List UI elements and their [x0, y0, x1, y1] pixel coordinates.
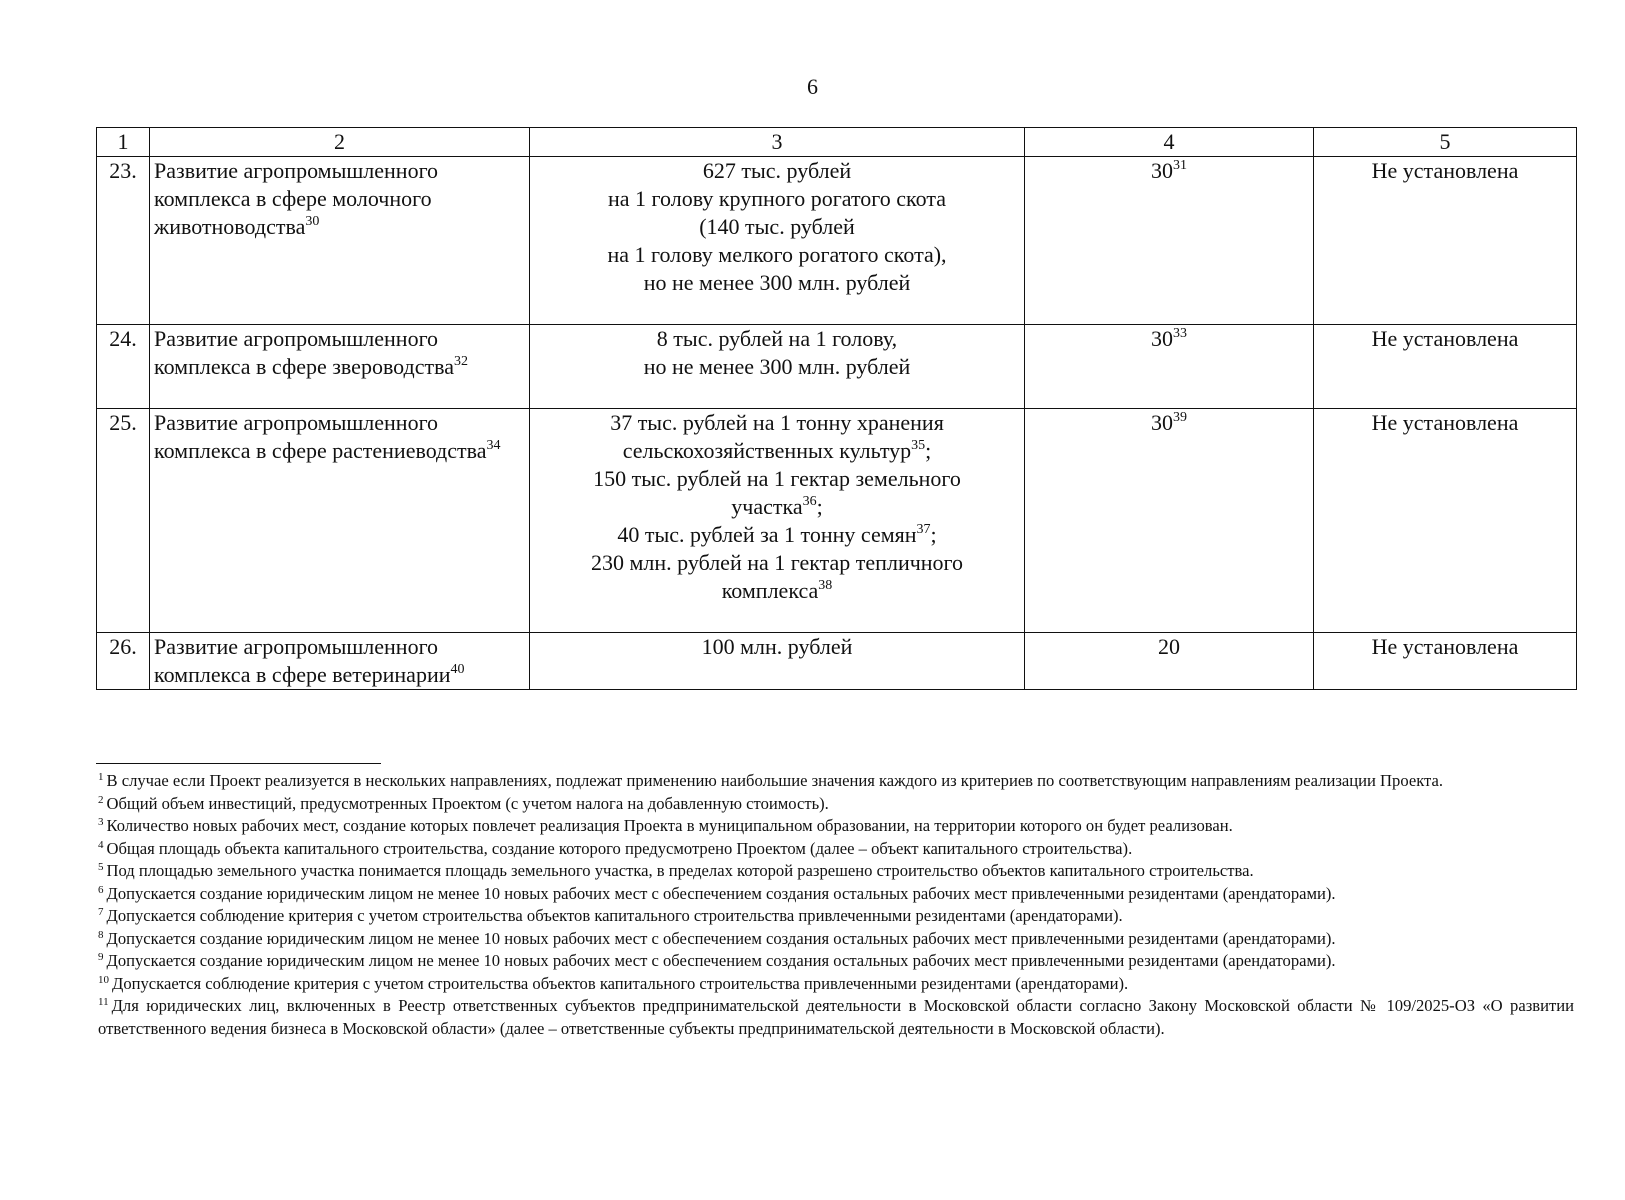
investment-line: но не менее 300 млн. рублей [643, 270, 911, 295]
footnote-ref: 39 [1173, 410, 1187, 425]
jobs-cell: $30^{39}$ [1025, 409, 1314, 633]
investment-cell [530, 633, 1025, 690]
table-row [97, 325, 1577, 409]
footnote-ref: 30 [305, 214, 320, 229]
footnote: $^1$ В случае если Проект реализуется в нескольких направлениях, подлежат применению наибольшие значения каждого из критериев по соответствующим направлениям реализации Проекта. [98, 771, 1444, 790]
investment-line: сельскохозяйственных культур$^{35}$; [622, 438, 932, 463]
investment-line: но не менее 300 млн. рублей [643, 354, 911, 379]
footnote-number: 9 [98, 951, 104, 963]
footnote-number: 1 [98, 771, 104, 783]
row-number: 23. [97, 157, 150, 325]
footnote-number: 11 [98, 996, 109, 1008]
investment-line: 40 тыс. рублей за 1 тонну семян$^{37}$; [617, 522, 937, 547]
footnote-ref: 40 [450, 662, 465, 677]
footnote-ref: 36 [802, 494, 817, 509]
investment-line: на 1 голову мелкого рогатого скота), [607, 242, 947, 267]
jobs-cell: $30^{31}$ [1025, 157, 1314, 325]
investment-line: 37 тыс. рублей на 1 тонну хранения [610, 410, 944, 435]
footnote-separator [96, 763, 381, 764]
table-row [97, 157, 1577, 325]
header-col-4: 4 [1025, 128, 1314, 157]
investment-cell [530, 157, 1025, 325]
table-row [97, 633, 1577, 690]
footnote: $^8$ Допускается создание юридическим лицом не менее 10 новых рабочих мест с обеспечением создания остальных рабочих мест привлеченными резидентами (арендаторами). [98, 928, 1336, 948]
investment-cell [530, 325, 1025, 409]
investment-line: комплекса$^{38}$ [721, 578, 833, 603]
jobs-cell: $30^{33}$ [1025, 325, 1314, 409]
footnote-ref: 37 [916, 522, 931, 537]
jobs-cell: 20 [1025, 633, 1314, 690]
footnote-number: 3 [98, 816, 104, 828]
footnote-number: 8 [98, 928, 104, 941]
footnote-number: 7 [98, 906, 104, 918]
header-col-3: 3 [530, 128, 1025, 157]
footnotes [98, 770, 1574, 1040]
investment-line: 150 тыс. рублей на 1 гектар земельного [593, 466, 961, 491]
footnote-ref: 32 [454, 354, 468, 369]
page-number: 6 [807, 74, 818, 99]
footnote: $^{11}$ Для юридических лиц, включенных в Реестр ответственных субъектов предпринимательской деятельности в Московской области согласно Закону Московской области № 109/2025-ОЗ «О развитии ответственного ведения бизнеса в Московской области» (далее – ответственные субъекты предпринимательской деятельности в Московской области). [98, 996, 1574, 1038]
direction-name: Развитие агропромышленного комплекса в сфере звероводства$^{32}$ [150, 325, 530, 409]
area-cell: Не установлена [1314, 157, 1577, 325]
header-col-2: 2 [150, 128, 530, 157]
footnote-number: 10 [98, 973, 109, 986]
investment-cell [530, 409, 1025, 633]
investment-line: (140 тыс. рублей [699, 214, 855, 239]
investment-line: участка$^{36}$; [731, 494, 823, 519]
investment-line: 100 млн. рублей [701, 634, 853, 659]
direction-name: Развитие агропромышленного комплекса в сфере ветеринарии$^{40}$ [150, 633, 530, 690]
area-cell: Не установлена [1314, 325, 1577, 409]
footnote-number: 6 [98, 883, 104, 896]
footnote: $^2$ Общий объем инвестиций, предусмотренных Проектом (с учетом налога на добавленную стоимость). [98, 793, 829, 813]
header-col-1: 1 [97, 128, 150, 157]
footnote: $^6$ Допускается создание юридическим лицом не менее 10 новых рабочих мест с обеспечением создания остальных рабочих мест привлеченными резидентами (арендаторами). [98, 883, 1336, 903]
footnote-number: 4 [98, 838, 104, 851]
investment-line: на 1 голову крупного рогатого скота [608, 186, 946, 211]
footnote-number: 5 [98, 861, 104, 873]
header-col-5: 5 [1314, 128, 1577, 157]
footnote: $^4$ Общая площадь объекта капитального строительства, создание которого предусмотрено Проектом (далее – объект капитального строительства). [98, 838, 1133, 858]
investment-line: 230 млн. рублей на 1 гектар тепличного [590, 550, 964, 575]
footnote-number: 2 [98, 793, 104, 806]
area-cell: Не установлена [1314, 409, 1577, 633]
footnote: $^9$ Допускается создание юридическим лицом не менее 10 новых рабочих мест с обеспечением создания остальных рабочих мест привлеченными резидентами (арендаторами). [98, 951, 1336, 970]
footnote-ref: 34 [486, 438, 501, 453]
footnote-ref: 33 [1173, 326, 1187, 341]
footnote: $^{10}$ Допускается соблюдение критерия с учетом строительства объектов капитального строительства привлеченными резидентами (арендаторами). [98, 973, 1129, 993]
row-number: 25. [97, 409, 150, 633]
table-row [97, 409, 1577, 633]
area-cell: Не установлена [1314, 633, 1577, 690]
footnote-ref: 35 [911, 438, 926, 453]
direction-name: Развитие агропромышленного комплекса в сфере растениеводства$^{34}$ [150, 409, 530, 633]
investment-line: 8 тыс. рублей на 1 голову, [656, 326, 898, 351]
footnote-ref: 38 [818, 578, 833, 593]
row-number: 24. [97, 325, 150, 409]
footnote-ref: 31 [1173, 158, 1187, 173]
row-number: 26. [97, 633, 150, 690]
footnote: $^3$ Количество новых рабочих мест, создание которых повлечет реализация Проекта в муниципальном образовании, на территории которого он будет реализован. [98, 816, 1233, 835]
direction-name: Развитие агропромышленного комплекса в сфере молочного животноводства$^{30}$ [150, 157, 530, 325]
investment-line: 627 тыс. рублей [702, 158, 852, 183]
table-header-row [97, 128, 1577, 157]
footnote: $^5$ Под площадью земельного участка понимается площадь земельного участка, в пределах которой разрешено строительство объектов капитального строительства. [98, 861, 1254, 880]
criteria-table [96, 127, 1577, 690]
footnote: $^7$ Допускается соблюдение критерия с учетом строительства объектов капитального строительства привлеченными резидентами (арендаторами). [98, 906, 1123, 925]
